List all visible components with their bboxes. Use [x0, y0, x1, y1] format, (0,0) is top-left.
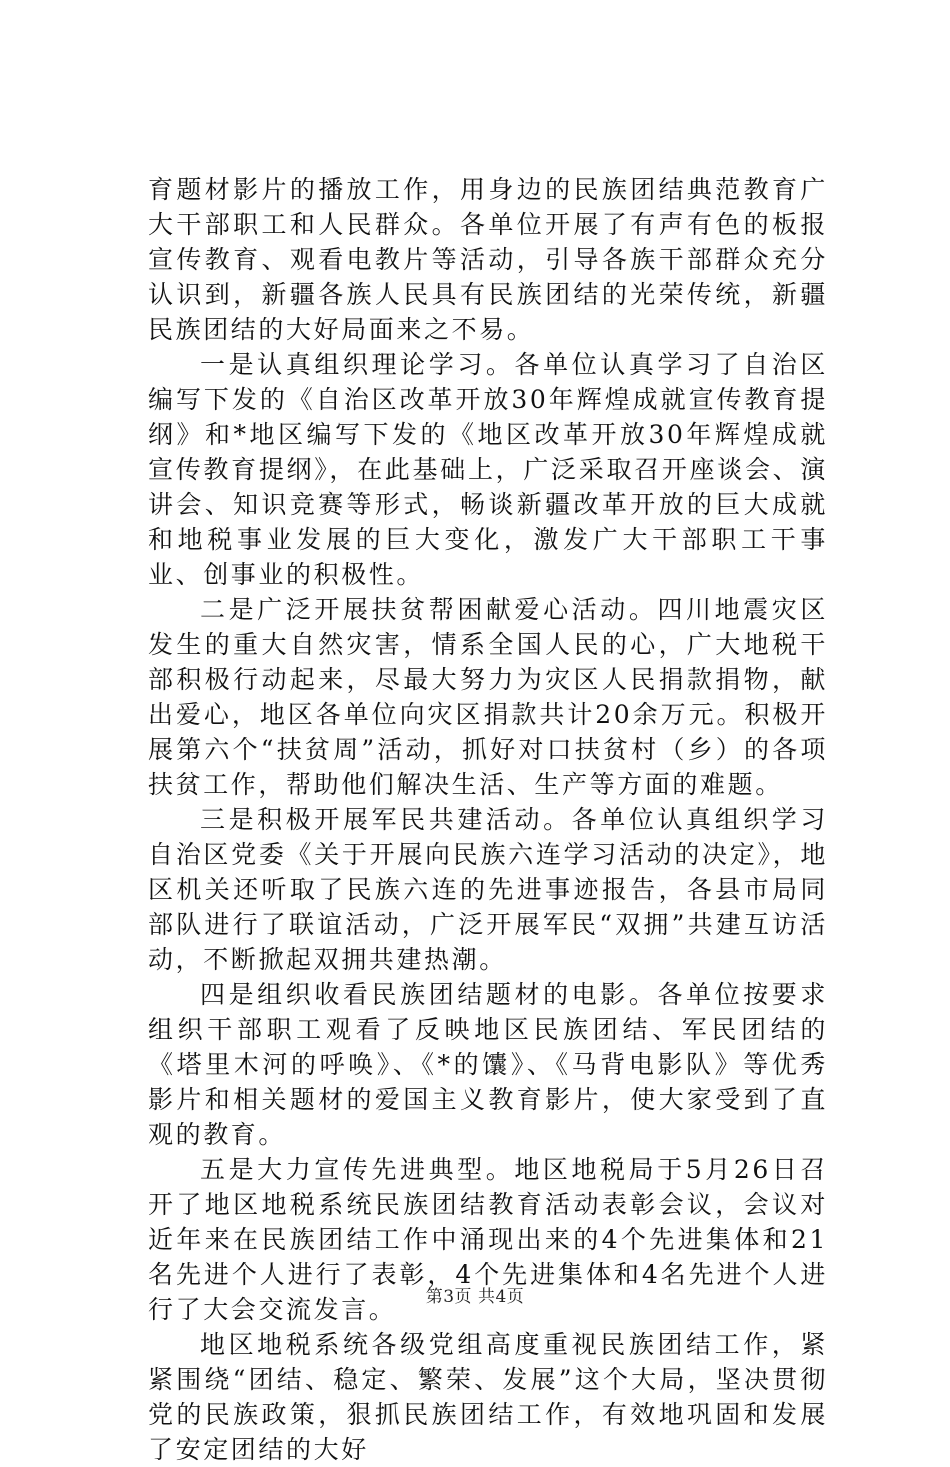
paragraph-continuation: 育题材影片的播放工作，用身边的民族团结典范教育广大干部职工和人民群众。各单位开展了有声有色的板报宣传教育、观看电教片等活动，引导各族干部群众充分认识到，新疆各族人民具有民族团结的光荣传统，新疆民族团结的大好局面来之不易。 — [148, 175, 828, 344]
paragraph-party-emphasis: 地区地税系统各级党组高度重视民族团结工作，紧紧围绕“团结、稳定、繁荣、发展”这个大局，坚决贯彻党的民族政策，狠抓民族团结工作，有效地巩固和发展了安定团结的大好 — [148, 1330, 828, 1464]
paragraph-poverty-relief: 二是广泛开展扶贫帮困献爱心活动。四川地震灾区发生的重大自然灾害，情系全国人民的心，广大地税干部积极行动起来，尽最大努力为灾区人民捐款捐物，献出爱心，地区各单位向灾区捐款共计20余万元。积极开展第六个“扶贫周”活动，抓好对口扶贫村（乡）的各项扶贫工作，帮助他们解决生活、生产等方面的难题。 — [148, 595, 828, 799]
document-body — [148, 172, 828, 1467]
paragraph-theory-study: 一是认真组织理论学习。各单位认真学习了自治区编写下发的《自治区改革开放30年辉煌成就宣传教育提纲》和*地区编写下发的《地区改革开放30年辉煌成就宣传教育提纲》，在此基础上，广泛采取召开座谈会、演讲会、知识竞赛等形式，畅谈新疆改革开放的巨大成就和地税事业发展的巨大变化，激发广大干部职工干事业、创事业的积极性。 — [148, 350, 828, 589]
page-number-footer: 第3页 共4页 — [425, 1287, 525, 1307]
paragraph-advanced-models: 五是大力宣传先进典型。地区地税局于5月26日召开了地区地税系统民族团结教育活动表彰会议，会议对近年来在民族团结工作中涌现出来的4个先进集体和21名先进个人进行了表彰，4个先进集体和4名先进个人进行了大会交流发言。 — [148, 1155, 828, 1324]
paragraph-film-viewing: 四是组织收看民族团结题材的电影。各单位按要求组织干部职工观看了反映地区民族团结、军民团结的《塔里木河的呼唤》、《*的馕》、《马背电影队》等优秀影片和相关题材的爱国主义教育影片，使大家受到了直观的教育。 — [148, 980, 828, 1149]
paragraph-military-civilian: 三是积极开展军民共建活动。各单位认真组织学习自治区党委《关于开展向民族六连学习活动的决定》，地区机关还听取了民族六连的先进事迹报告，各县市局同部队进行了联谊活动，广泛开展军民“双拥”共建互访活动，不断掀起双拥共建热潮。 — [148, 805, 828, 974]
